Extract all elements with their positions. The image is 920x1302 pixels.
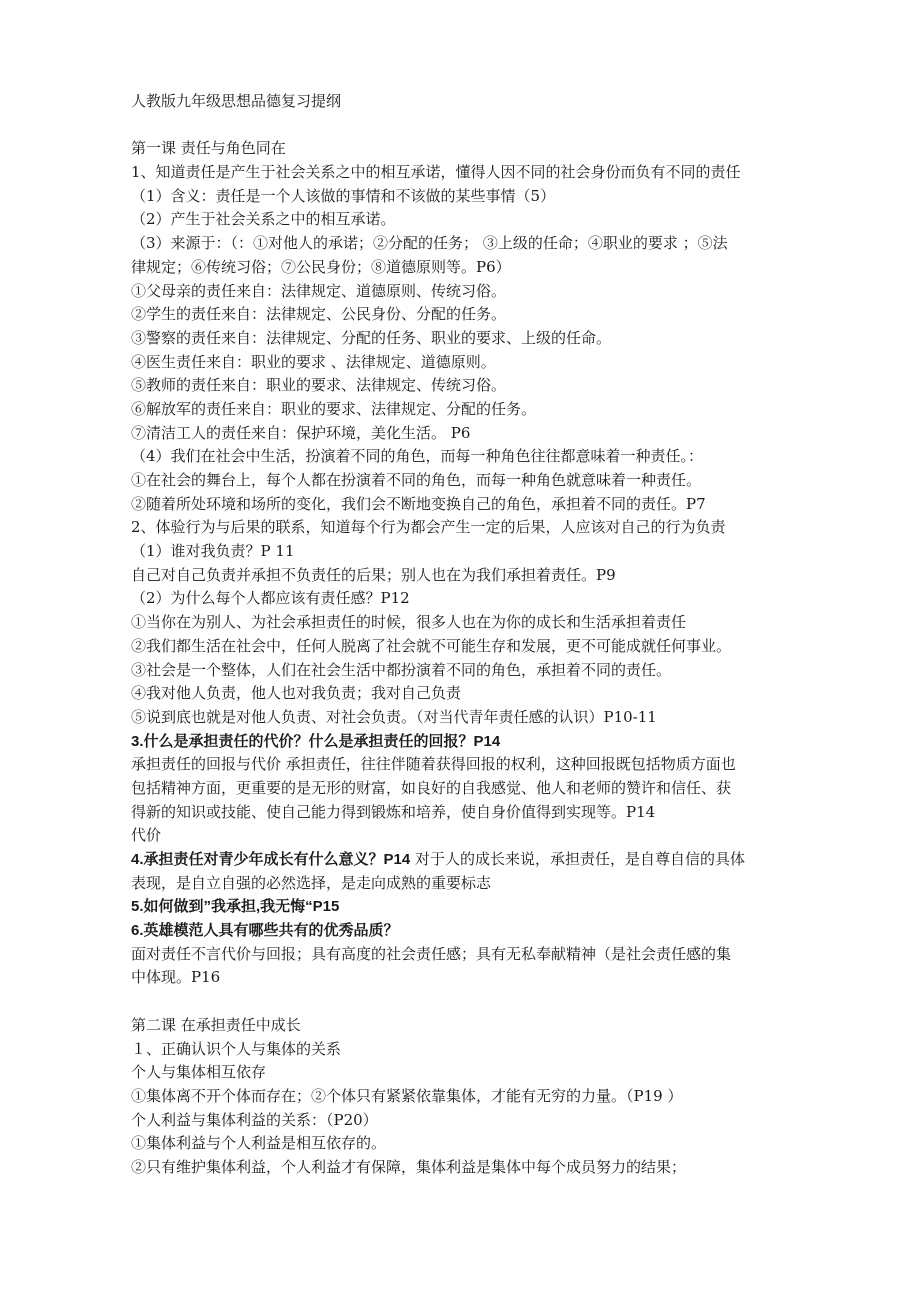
lesson1-heading: 第一课 责任与角色同在: [131, 139, 286, 158]
text-line: 代价: [131, 826, 162, 845]
text-line: 个人利益与集体利益的关系：（P20）: [131, 1110, 378, 1129]
text-line: （2）为什么每个人都应该有责任感？P12: [131, 589, 410, 608]
text-line: 表现，是自立自强的必然选择，是走向成熟的重要标志: [131, 873, 492, 892]
text-line: ⑤说到底也就是对他人负责、对社会负责。（对当代青年责任感的认识）P10-11: [131, 707, 657, 726]
lesson2-heading: 第二课 在承担责任中成长: [131, 1015, 301, 1034]
text-line: ②我们都生活在社会中，任何人脱离了社会就不可能生存和发展，更不可能成就任何事业。: [131, 636, 732, 655]
text-line: （2）产生于社会关系之中的相互承诺。: [131, 210, 396, 229]
text-line: ①父母亲的责任来自：法律规定、道德原则、传统习俗。: [131, 281, 507, 300]
document-title: 人教版九年级思想品德复习提纲: [131, 92, 342, 110]
text-line: ①当你在为别人、为社会承担责任的时候，很多人也在为你的成长和生活承担着责任: [131, 613, 687, 632]
question-5: 5.如何做到”我承担,我无悔“P15: [131, 898, 340, 916]
text-line: （1）谁对我负责？P 11: [131, 542, 295, 561]
text-line: 个人与集体相互依存: [131, 1063, 267, 1082]
question-3: 3.什么是承担责任的代价？什么是承担责任的回报？P14: [131, 732, 501, 750]
text-line: ③社会是一个整体，人们在社会生活中都扮演着不同的角色，承担着不同的责任。: [131, 660, 672, 679]
text-line: ①集体离不开个体而存在；②个体只有紧紧依靠集体，才能有无穷的力量。（P19 ）: [131, 1086, 683, 1105]
text-line: 律规定；⑥传统习俗；⑦公民身份；⑧道德原则等。P6）: [131, 257, 511, 276]
document-body: [131, 90, 793, 1180]
text-line: ②随着所处环境和场所的变化，我们会不断地变换自己的角色，承担着不同的责任。P7: [131, 494, 706, 513]
text-line: 1、知道责任是产生于社会关系之中的相互承诺，懂得人因不同的社会身份而负有不同的责任: [131, 163, 741, 182]
text-line: ④医生责任来自：职业的要求 、法律规定、道德原则。: [131, 352, 496, 371]
text-line: ⑦清洁工人的责任来自：保护环境，美化生活。 P6: [131, 423, 471, 442]
text-line: 承担责任的回报与代价 承担责任，往往伴随着获得回报的权利，这种回报既包括物质方面也: [131, 755, 736, 774]
text-line: 中体现。P16: [131, 968, 221, 987]
text-line: 自己对自己负责并承担不负责任的后果；别人也在为我们承担着责任。P9: [131, 565, 616, 584]
text-line: ①集体利益与个人利益是相互依存的。: [131, 1134, 387, 1153]
text-line: ⑥解放军的责任来自：职业的要求、法律规定、分配的任务。: [131, 399, 537, 418]
text-line: ⑤教师的责任来自：职业的要求、法律规定、传统习俗。: [131, 376, 507, 395]
text-line: 2、体验行为与后果的联系，知道每个行为都会产生一定的后果，人应该对自己的行为负责: [131, 518, 726, 537]
text-line: （1）含义：责任是一个人该做的事情和不该做的某些事情（5）: [131, 186, 556, 205]
question-4-answer: 对于人的成长来说，承担责任，是自尊自信的具体: [410, 850, 745, 868]
text-line: 得新的知识或技能、使自己能力得到锻炼和培养，使自身价值得到实现等。P14: [131, 802, 656, 821]
text-line: （3）来源于：（：①对他人的承诺；②分配的任务； ③上级的任命；④职业的要求 ；⑤法: [131, 234, 728, 253]
text-line: １、正确认识个人与集体的关系: [131, 1039, 342, 1058]
question-4-line: [131, 848, 793, 872]
text-line: ①在社会的舞台上，每个人都在扮演着不同的角色，而每一种角色就意味着一种责任。: [131, 471, 702, 489]
blank-line: [131, 114, 793, 138]
text-line: ③警察的责任来自：法律规定、分配的任务、职业的要求、上级的任命。: [131, 328, 612, 347]
text-line: 包括精神方面，更重要的是无形的财富，如良好的自我感觉、他人和老师的赞许和信任、获: [131, 778, 732, 797]
text-line: （4）我们在社会中生活，扮演着不同的角色，而每一种角色往往都意味着一种责任。：: [131, 447, 704, 466]
text-line: 面对责任不言代价与回报；具有高度的社会责任感；具有无私奉献精神（是社会责任感的集: [131, 944, 732, 963]
text-line: ④我对他人负责，他人也对我负责；我对自己负责: [131, 684, 462, 703]
text-line: ②学生的责任来自：法律规定、公民身份、分配的任务。: [131, 305, 507, 324]
text-line: ②只有维护集体利益，个人利益才有保障，集体利益是集体中每个成员努力的结果；: [131, 1157, 687, 1176]
question-6: 6.英雄模范人具有哪些共有的优秀品质？: [131, 922, 399, 940]
question-4: 4.承担责任对青少年成长有什么意义？P14: [131, 851, 411, 868]
blank-line: [131, 990, 793, 1014]
